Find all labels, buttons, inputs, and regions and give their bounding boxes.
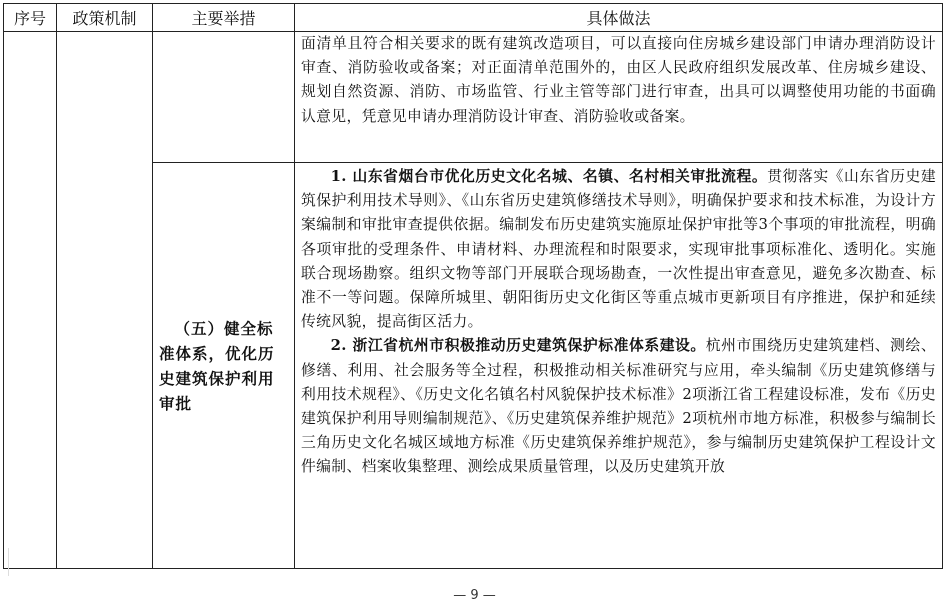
practice-cell: [295, 163, 943, 569]
header-specific-practice: 具体做法: [295, 4, 943, 32]
practice-item-1: [295, 165, 942, 334]
practice-paragraph: 面清单且符合相关要求的既有建筑改造项目，可以直接向住房城乡建设部门申请办理消防设计审查、消防验收或备案；对正面清单范围外的，由区人民政府组织发展改革、住房城乡建设、规划自然资源、消防、市场监管、行业主管等部门进行审查，出具可以调整使用功能的书面确认意见，凭意见申请办理消防设计审查、消防验收或备案。: [301, 35, 936, 125]
main-measure-cell-empty: [153, 32, 295, 163]
practice-cell: [295, 32, 943, 163]
practice-item-2: [295, 334, 942, 479]
policy-table: [3, 3, 943, 569]
header-policy-mechanism: 政策机制: [57, 4, 153, 32]
table-header-row: [4, 4, 943, 32]
main-measure-cell: [153, 163, 295, 569]
header-serial-number: 序号: [4, 4, 57, 32]
serial-number-cell: [4, 32, 57, 569]
page-number: — 9 —: [453, 588, 496, 603]
header-main-measure: 主要举措: [153, 4, 295, 32]
practice-item-1-body: 贯彻落实《山东省历史建筑保护利用技术导则》、《山东省历史建筑修缮技术导则》，明确保护要求和技术标准，为设计方案编制和审批审查提供依据。编制发布历史建筑实施原址保护审批等3个事项的审批流程，明确各项审批的受理条件、申请材料、办理流程和时限要求，实现审批事项标准化、透明化。实施联合现场勘察。组织文物等部门开展联合现场勘查，一次性提出审查意见，避免多次勘查、标准不一等问题。保障所城里、朝阳街历史文化街区等重点城市更新项目有序推进，保护和延续传统风貌，提高街区活力。: [301, 168, 936, 331]
practice-item-2-body: 杭州市围绕历史建筑建档、测绘、修缮、利用、社会服务等全过程，积极推动相关标准研究与应用，牵头编制《历史建筑修缮与利用技术规程》、《历史文化名镇名村风貌保护技术标准》2项浙江省工程建设标准，发布《历史建筑保护利用导则编制规范》、《历史建筑保养维护规范》2项杭州市地方标准，积极参与编制长三角历史文化名城区域地方标准《历史建筑保养维护规范》，参与编制历史建筑保护工程设计文件编制、档案收集整理、测绘成果质量管理，以及历史建筑开放: [301, 337, 936, 476]
page-edge-line: [8, 548, 9, 576]
policy-mechanism-cell: [57, 32, 153, 569]
practice-item-2-heading: 2. 浙江省杭州市积极推动历史建筑保护标准体系建设。: [330, 337, 706, 355]
practice-item-1-heading: 1. 山东省烟台市优化历史文化名城、名镇、名村相关审批流程。: [330, 168, 768, 185]
main-measure-text: （五）健全标准体系，优化历史建筑保护利用审批: [159, 318, 275, 413]
table-row: [4, 32, 943, 163]
